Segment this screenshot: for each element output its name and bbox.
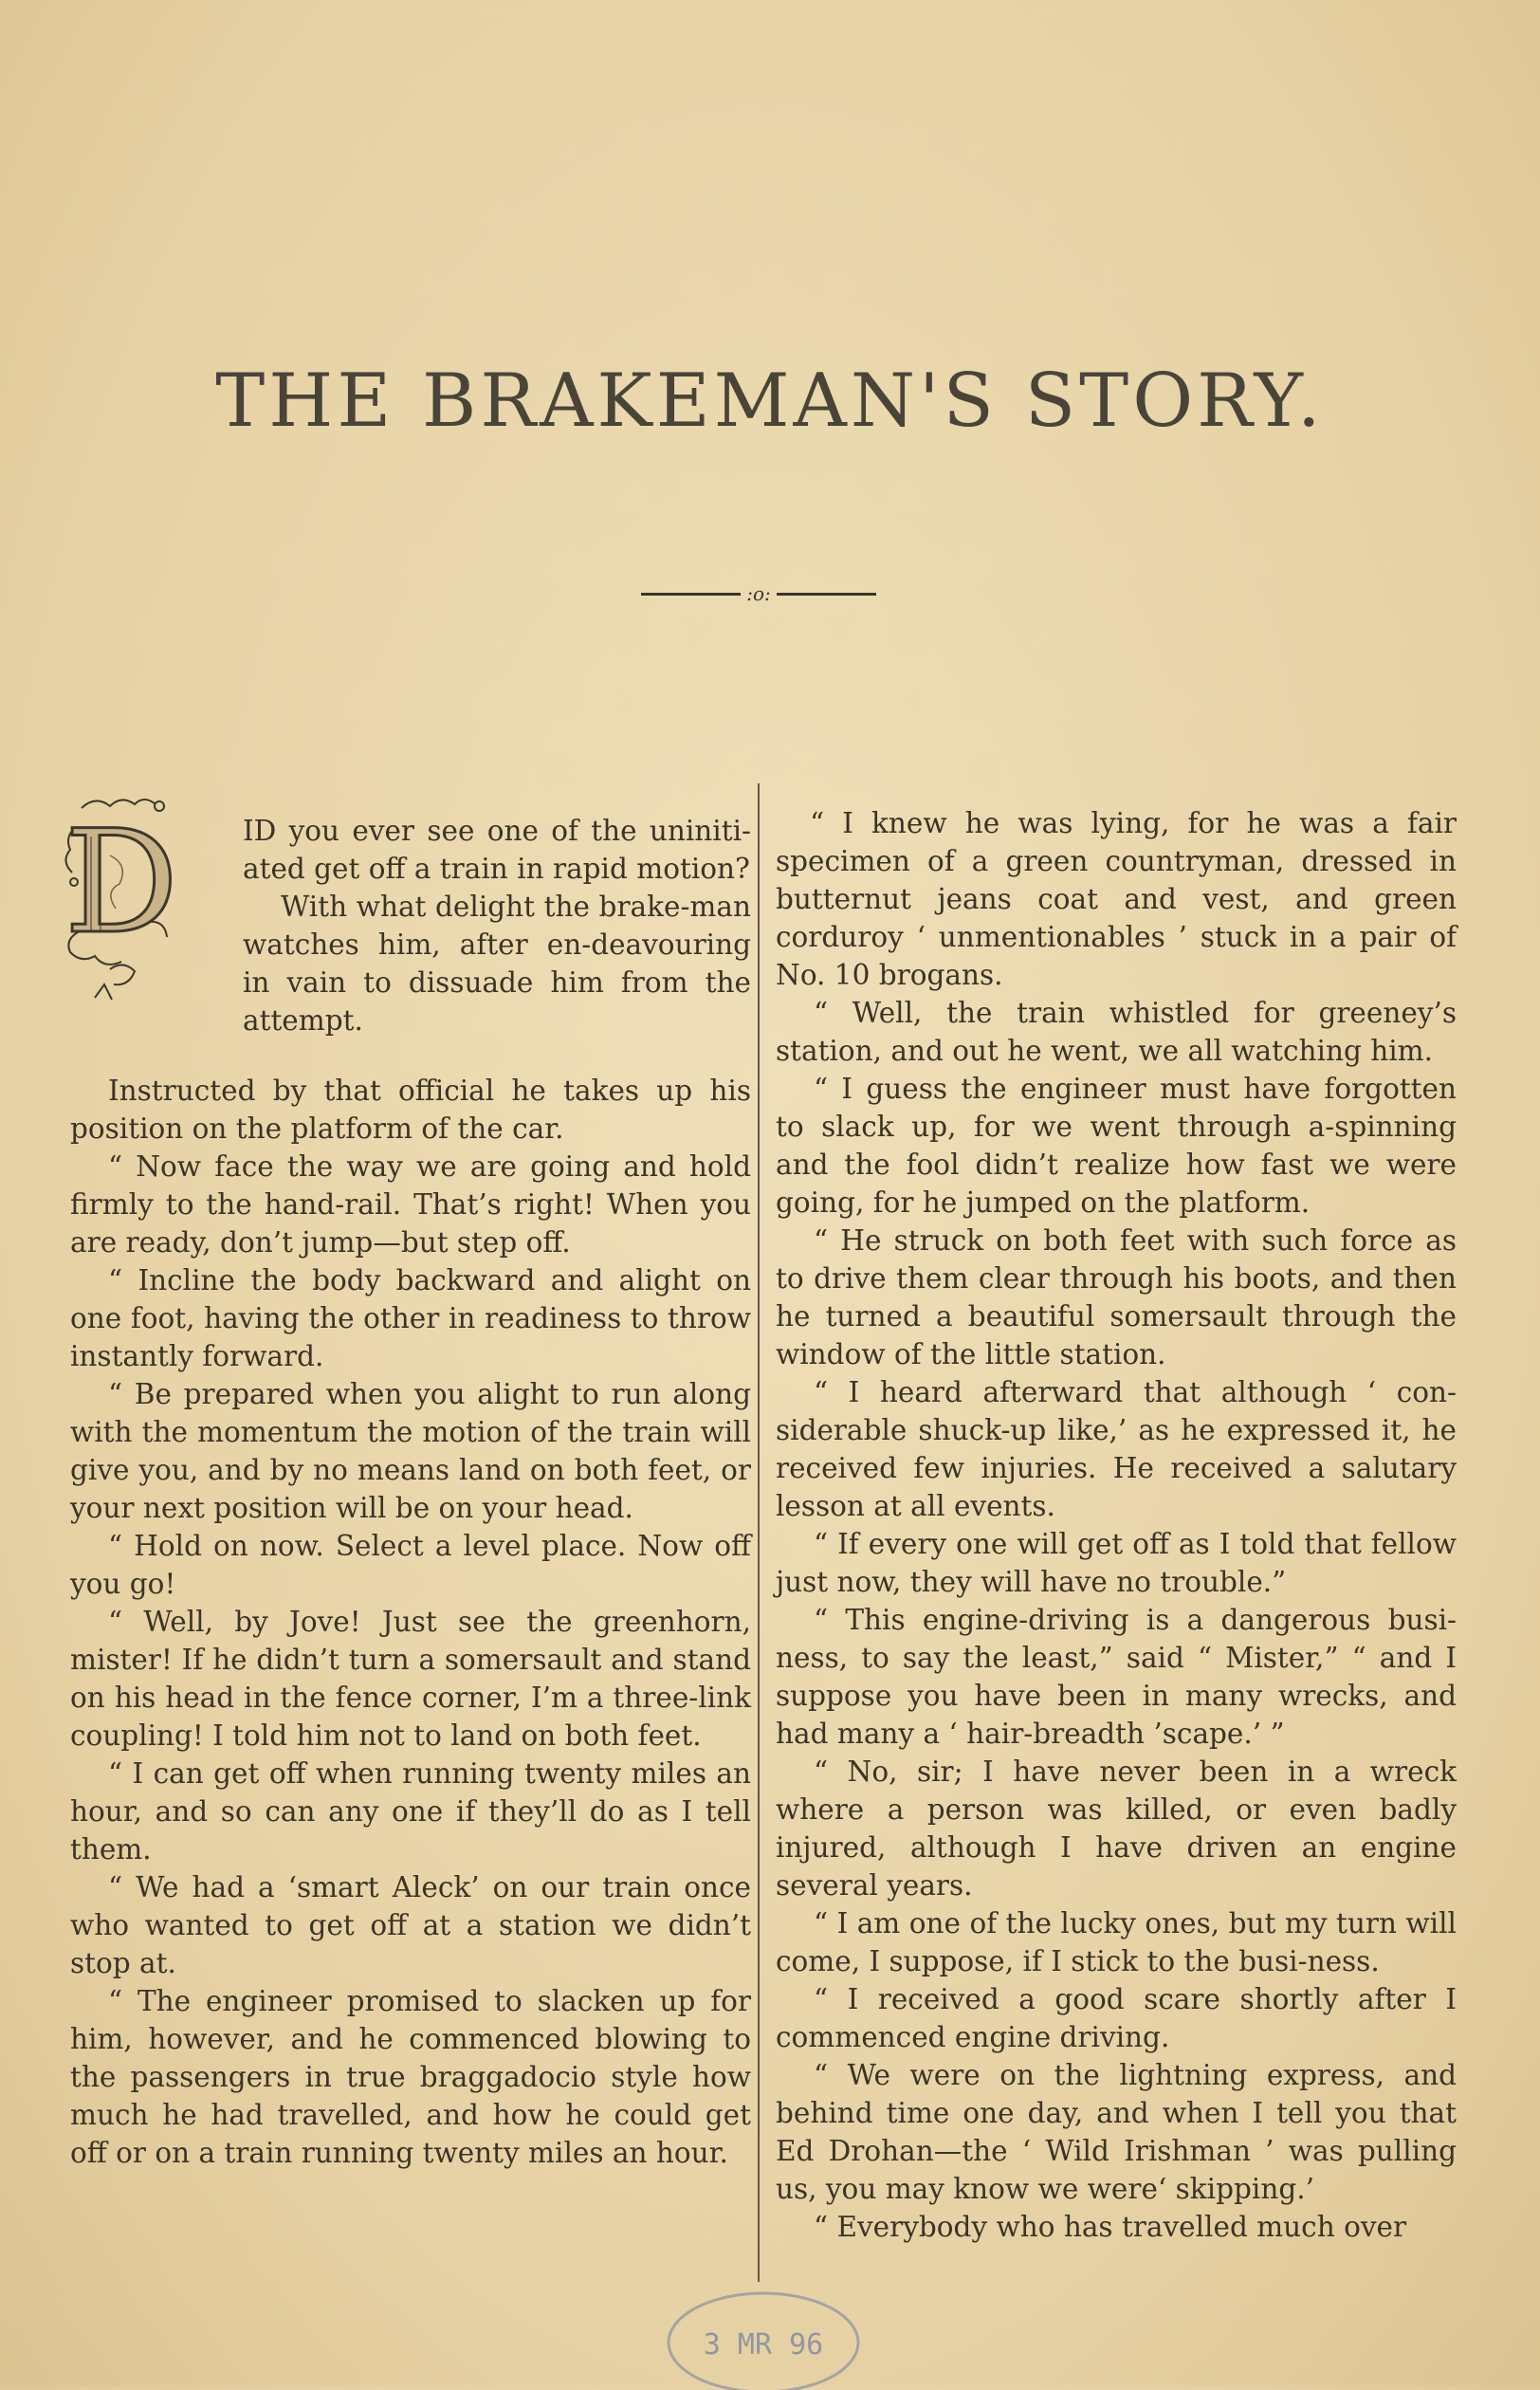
divider-mark: :o: bbox=[746, 582, 771, 605]
paragraph: “ We were on the lightning express, and behind time one day, and when I tell you that Ed Drohan—the ‘ Wild Irishman ’ was pulling us, you may know we were‘ skipping.’ bbox=[776, 2059, 1457, 2205]
title-divider bbox=[626, 580, 891, 606]
paragraph: “ Incline the body backward and alight on one foot, having the other in readiness to throw instantly forward. bbox=[70, 1264, 751, 1372]
stamp-text: 3 MR 96 bbox=[703, 2328, 824, 2362]
paragraph: “ No, sir; I have never been in a wreck where a person was killed, or even badly injured, although I have driven an engine several years. bbox=[776, 1756, 1457, 1902]
right-column bbox=[776, 804, 1457, 2246]
paragraph: “ The engineer promised to slacken up for him, however, and he commenced blowing to the passengers in true braggadocio style how much he had travelled, and how he could get off or on a train running twenty miles an hour. bbox=[70, 1985, 751, 2169]
paragraph: “ Well, the train whistled for greeney’s station, and out he went, we all watching him. bbox=[776, 997, 1457, 1067]
paragraph: “ I can get off when running twenty miles an hour, and so can any one if they’ll do as I tell them. bbox=[70, 1757, 751, 1866]
ornamental-drop-cap bbox=[53, 789, 195, 1015]
paragraph: “ I knew he was lying, for he was a fair specimen of a green countryman, dressed in butternut jeans coat and vest, and green corduroy ‘ unmentionables ’ stuck in a pair of No. 10 brogans. bbox=[776, 807, 1457, 991]
intro-text bbox=[243, 812, 751, 1039]
library-stamp bbox=[654, 2286, 872, 2390]
paragraph: “ If every one will get off as I told that fellow just now, they will have no trouble.” bbox=[776, 1528, 1457, 1598]
intro-paragraph: ID you ever see one of the uniniti-ated get off a train in rapid motion? bbox=[243, 815, 751, 885]
paragraph: “ I heard afterward that although ‘ con-siderable shuck-up like,’ as he expressed it, he received few injuries. He received a salutary lesson at all events. bbox=[776, 1376, 1457, 1522]
paragraph: “ We had a ‘smart Aleck’ on our train once who wanted to get off at a station we didn’t stop at. bbox=[70, 1871, 751, 1979]
left-column bbox=[70, 1072, 751, 2172]
paragraph: “ Everybody who has travelled much over bbox=[814, 2211, 1407, 2243]
drop-cap-letter: D bbox=[64, 800, 179, 965]
paragraph: “ I received a good scare shortly after I commenced engine driving. bbox=[776, 1983, 1457, 2053]
column-rule bbox=[758, 783, 760, 2282]
paragraph: “ I am one of the lucky ones, but my turn will come, I suppose, if I stick to the busi-ness. bbox=[776, 1907, 1457, 1977]
divider-rule-left bbox=[641, 593, 741, 596]
paragraph: Instructed by that official he takes up his position on the platform of the car. bbox=[70, 1075, 751, 1145]
paragraph: “ This engine-driving is a dangerous busi-ness, to say the least,” said “ Mister,” “ and I suppose you have been in many wrecks, and had many a ‘ hair-breadth ’scape.’ ” bbox=[776, 1604, 1457, 1750]
paragraph: “ Now face the way we are going and hold firmly to the hand-rail. That’s right! When you are ready, don’t jump—but step off. bbox=[70, 1150, 751, 1259]
paragraph: “ He struck on both feet with such force as to drive them clear through his boots, and then he turned a beautiful somersault through the window of the little station. bbox=[776, 1224, 1457, 1370]
paragraph: “ Hold on now. Select a level place. Now off you go! bbox=[70, 1530, 751, 1600]
intro-paragraph: With what delight the brake-man watches him, after en-deavouring in vain to dissuade him from the attempt. bbox=[243, 891, 751, 1037]
divider-rule-right bbox=[777, 593, 876, 596]
paragraph: “ Be prepared when you alight to run along with the momentum the motion of the train will give you, and by no means land on both feet, or your next position will be on your head. bbox=[70, 1378, 751, 1524]
paragraph: “ I guess the engineer must have forgotten to slack up, for we went through a-spinning and the fool didn’t realize how fast we were going, for he jumped on the platform. bbox=[776, 1073, 1457, 1219]
paragraph: “ Well, by Jove! Just see the greenhorn, mister! If he didn’t turn a somersault and stand on his head in the fence corner, I’m a three-link coupling! I told him not to land on both feet. bbox=[70, 1606, 751, 1752]
story-title: THE BRAKEMAN'S STORY. bbox=[215, 358, 1325, 444]
